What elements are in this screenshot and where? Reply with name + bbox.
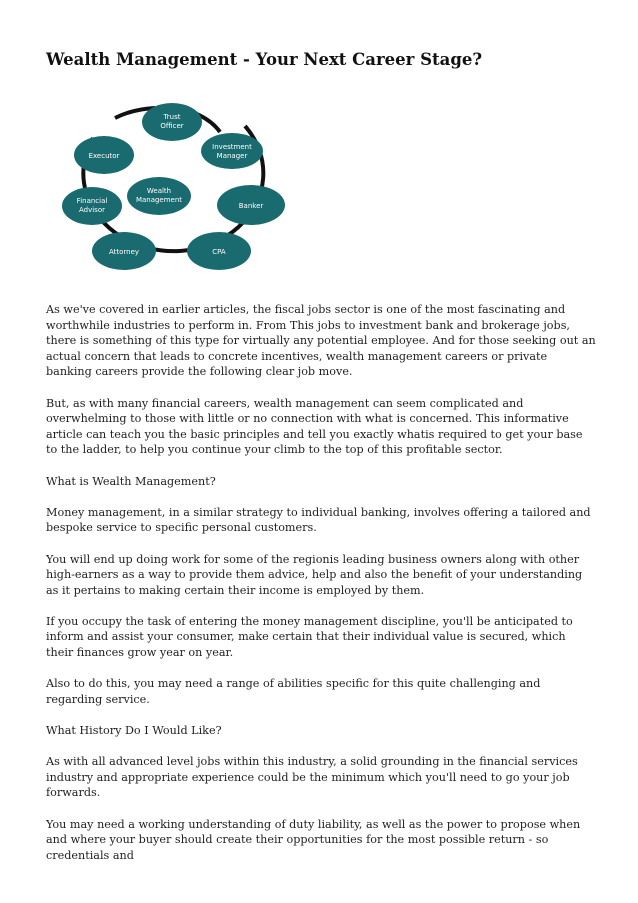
- node-cpa: [187, 232, 251, 270]
- wealth-management-diagram: [55, 96, 295, 276]
- center-label-line-2: Management: [135, 196, 183, 204]
- node-executor: [74, 136, 134, 174]
- article-body: [46, 302, 596, 879]
- investment-manager-label-line-1: Investment: [212, 143, 252, 151]
- paragraph-6: Also to do this, you may need a range of abilities specific for this quite challenging and regarding service.: [46, 677, 541, 706]
- trust-officer-label-line-2: Officer: [160, 122, 184, 130]
- paragraph-5: If you occupy the task of entering the money management discipline, you'll be anticipated to inform and assist your consumer, make certain that their individual value is secured, which their finances grow year on year.: [46, 614, 573, 660]
- node-attorney: [92, 232, 156, 270]
- node-banker: [217, 185, 285, 225]
- paragraph-8: You may need a working understanding of duty liability, as well as the power to propose when and where your buyer should create their opportunities for the most possible return - so credentials and: [46, 817, 581, 862]
- section-heading-what-is: What is Wealth Management?: [46, 474, 216, 488]
- paragraph-4: You will end up doing work for some of the regionis leading business owners along with other high-earners as a way to provide them advice, help and also the benefit of your understanding as it pertains to making certain their income is employed by them.: [46, 552, 583, 597]
- paragraph-1: As we've covered in earlier articles, the fiscal jobs sector is one of the most fascinating and worthwhile industries to perform in. From This jobs to investment bank and brokerage jobs, there is something of this type for virtually any potential employee. And for those seeking out an actual concern that leads to concrete incentives, wealth management careers or private banking careers provide the following clear job move.: [46, 303, 596, 379]
- cpa-label: CPA: [212, 248, 226, 256]
- attorney-label: Attorney: [108, 248, 140, 256]
- node-financial-advisor: [62, 187, 122, 225]
- section-heading-history: What History Do I Would Like?: [46, 724, 222, 738]
- financial-advisor-label-line-1: Financial: [76, 197, 108, 205]
- paragraph-2: But, as with many financial careers, wealth management can seem complicated and overwhelming to those with little or no connection with what is concerned. This informative article can teach you the basic principles and tell you exactly whatis required to get your base to the ladder, to help you continue your climb to the top of this profitable sector.: [46, 396, 583, 457]
- node-trust-officer: [142, 103, 202, 141]
- investment-manager-label-line-2: Manager: [216, 152, 248, 160]
- executor-label: Executor: [88, 152, 120, 160]
- financial-advisor-label-line-2: Advisor: [78, 206, 106, 214]
- diagram-center-node: [127, 177, 191, 215]
- paragraph-3: Money management, in a similar strategy to individual banking, involves offering a tailored and bespoke service to specific personal customers.: [46, 505, 591, 535]
- paragraph-7: As with all advanced level jobs within this industry, a solid grounding in the financial services industry and appropriate experience could be the minimum which you'll need to go your job forwards.: [46, 755, 578, 800]
- banker-label: Banker: [238, 202, 264, 210]
- center-label-line-1: Wealth: [146, 187, 172, 195]
- document-title: Wealth Management - Your Next Career Stage?: [46, 50, 483, 69]
- trust-officer-label-line-1: Trust: [163, 113, 181, 121]
- node-investment-manager: [201, 133, 263, 169]
